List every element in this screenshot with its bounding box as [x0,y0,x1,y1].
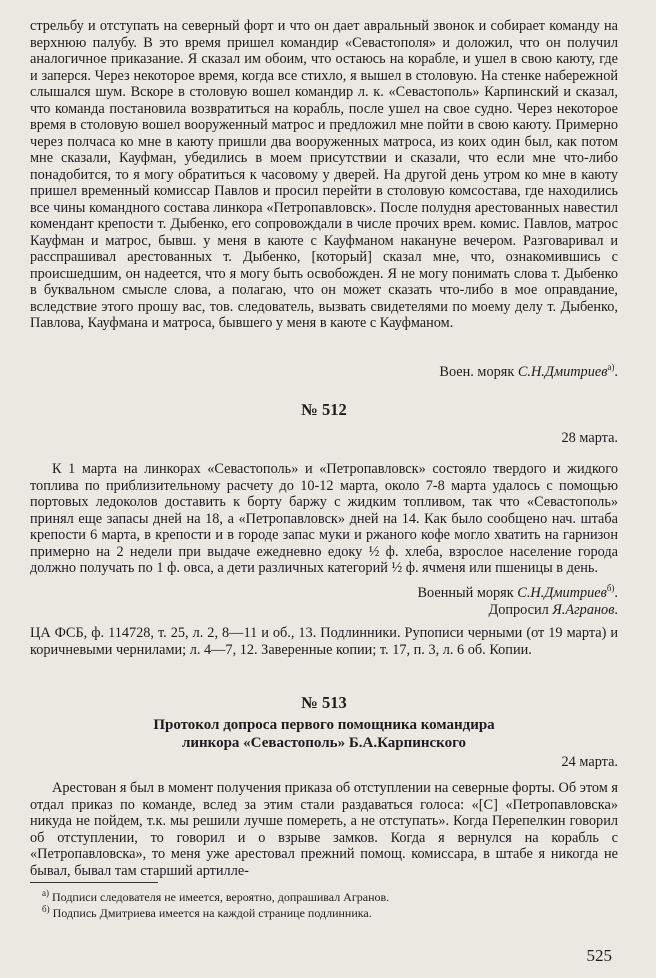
signature-name: С.Н.Дмитриев [517,364,608,380]
footnote-text: Подпись Дмитриева имеется на каждой странице подлинника. [52,906,372,920]
paragraph: стрельбу и отступать на северный форт и что он дает авральный звонок и собирает команду на верхнюю палубу. В это время пришел командир «Севастополя» и доложил, что он получил аналогичное приказание. Я сказал им обоим, что остаюсь на корабле, и ушел в свою каюту, где и заперся. Через некоторое время, когда все стихло, я вышел в столовую. На стенке набережной слышался шум. Вскоре в столовую вошел командир л. к. «Севастополь» Карпинский и сказал, что команда постановила возвратиться на корабль, после ушел на свое судно. Через некоторое время в столовую вошел вооруженный матрос и предложил мне пойти в свою каюту. Примерно через полчаса ко мне в каюту пришли два вооруженных матроса, из коих один был, как потом мне сказали, Кауфман, убедились в моем присутствии и сказали, что если мне что-либо понадобится, то я могу обратиться к часовому у дверей. На другой день утром ко мне в каюту пришел временный комиссар Павлов и просил перейти в столовую комсостава, где находились все чины командного состава линкора «Петропавловск». После полудня арестованных навестил комендант крепости т. Дыбенко, его сопровождали в числе прочих врем. комис. Павлов, матрос Кауфман и матрос, бывш. у меня в каюте с Кауфманом накануне вечером. Разговаривал и расспрашивал арестованных т. Дыбенко, [который] сказал мне, что, ознакомившись с происшедшим, он надеется, что я могу быть освобожден. Я не могу понимать слова т. Дыбенко в буквальном смысле слова, а полагаю, что он может сказать что-либо в мое оправдание, вследствие этого прошу вас, тов. следователь, вызвать свидетелями по моему делу т. Дыбенко, Павлова, Кауфмана и матроса, бывшего у меня в каюте с Кауфманом. [30,18,618,331]
signature [30,602,618,619]
signature-block [30,364,618,381]
document-513-title [30,716,618,752]
document-512-date-row [30,430,618,447]
footnote [30,905,618,921]
document-512-body [30,461,618,577]
signature-name: Я.Агранов [552,602,615,618]
document-512-signatures [30,585,618,619]
footnote-ref: а) [607,362,615,373]
footnote-ref: б) [606,583,615,594]
document-513-date-row [30,754,618,771]
footnote-mark: б) [42,904,50,914]
archive-note: ЦА ФСБ, ф. 114728, т. 25, л. 2, 8—11 и об., 13. Подлинники. Рупописи черными (от 19 марта) и коричневыми чернилами; л. 4—7, 12. Заверенные копии; т. 17, п. 3, л. 6 об. Копии. [30,625,618,658]
page-number: 525 [586,946,612,965]
document-title-line: линкора «Севастополь» Б.А.Карпинского [181,735,467,751]
signature-period: . [614,364,618,380]
document-number: № 512 [301,400,347,419]
document-number: № 513 [301,693,347,712]
document-512-header [30,400,618,420]
document-date: 28 марта. [561,430,618,446]
signature-period: . [614,602,618,618]
document-513-body [30,780,618,879]
previous-doc-continuation [30,18,618,332]
signature-title: Воен. моряк [439,364,515,380]
signature [30,585,618,602]
archive-reference [30,625,618,658]
document-title-line: Протокол допроса первого помощника командира [153,717,495,733]
signature-title: Военный моряк [417,585,514,601]
signature-title: Допросил [488,602,549,618]
signature-period: . [614,585,618,601]
footnote [30,889,618,905]
document-date: 24 марта. [561,754,618,770]
document-513-header [30,693,618,713]
footnotes [30,882,618,921]
paragraph: Арестован я был в момент получения приказа об отступлении на северные форты. Об этом я отдал приказ по команде, вслед за этим стали раздаваться голоса: «[С] «Петропавловска» никуда не пойдем, т.к. мы решили лучше помереть, а не отступать». Когда Перепелкин говорил об отступлении, то говорил и о взрыве замков. Когда я вернулся на корабль с «Петропавловска», то меня уже арестовал прежний помощ. комиссара, в штабе я никогда не бывал, бывал там старший артилле- [30,780,618,879]
footnote-text: Подписи следователя не имеется, вероятно, допрашивал Агранов. [52,890,390,904]
footnote-mark: а) [42,888,49,898]
paragraph: К 1 марта на линкорах «Севастополь» и «Петропавловск» состояло твердого и жидкого топлива по приблизительному расчету до 10-12 марта, около 7-8 марта удалось с помощью портовых ледоколов доставить к борту баржу с жидким топливом, так что «Севастополь» принял еще запасы дней на 18, а «Петропавловск» дней на 14. Как было сообщено нач. штаба крепости 6 марта, в крепости и в городе запас муки и ржаного кофе могло хватить на гарнизон примерно на 2 недели при выдаче ежедневно едоку ½ ф. хлеба, взрослое население города должно получать по 1 ф. овса, а дети различных категорий ½ ф. ячменя или пшеницы в день. [30,461,618,576]
signature [30,364,618,381]
signature-name: С.Н.Дмитриев [517,585,607,601]
footnote-divider [30,882,158,883]
